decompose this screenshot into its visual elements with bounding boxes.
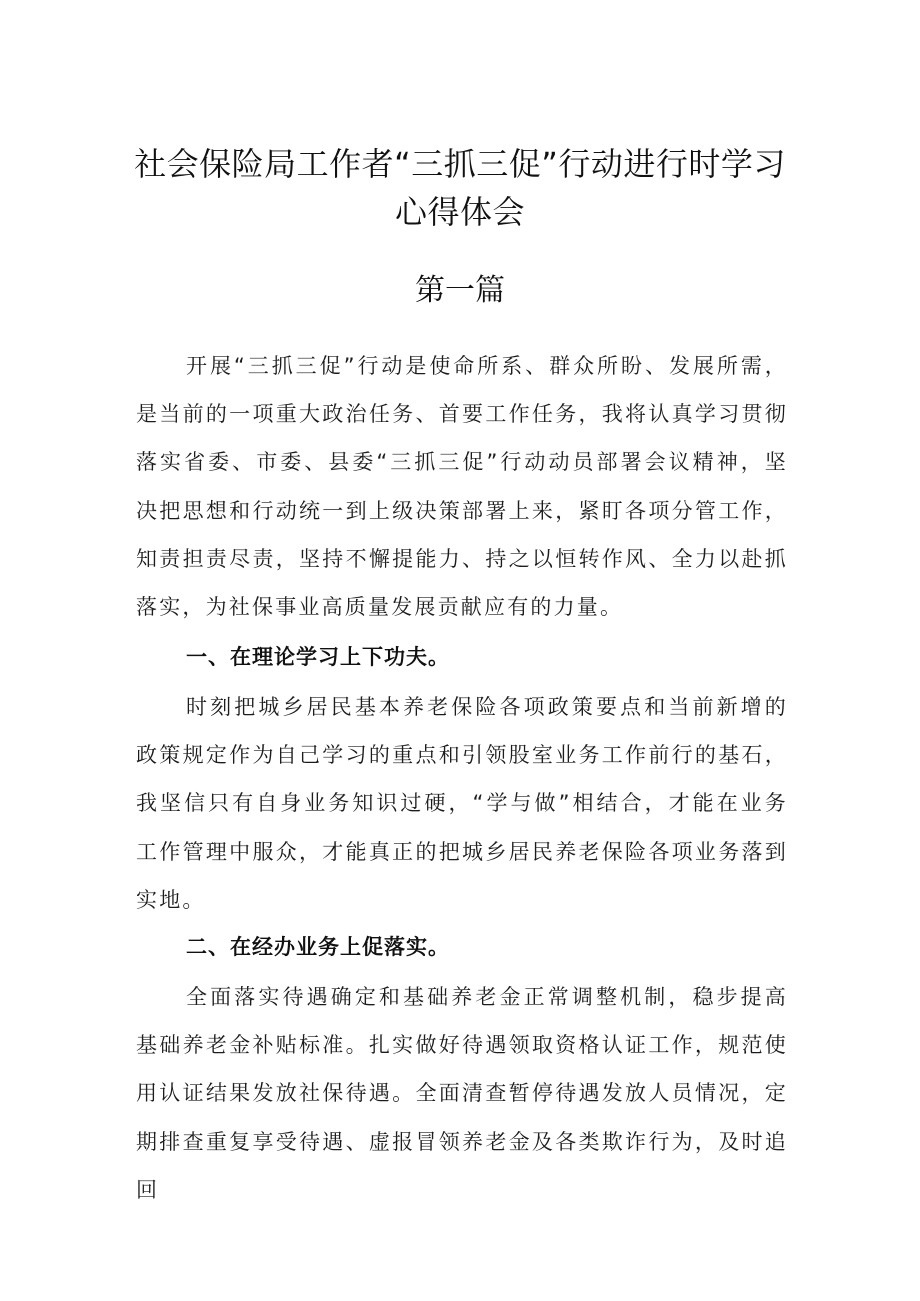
paragraph-intro: 开展“三抓三促”行动是使命所系、群众所盼、发展所需，是当前的一项重大政治任务、首要工作任务，我将认真学习贯彻落实省委、市委、县委“三抓三促”行动动员部署会议精神，坚决把思想和行动统一到上级决策部署上来，紧盯各项分管工作，知责担责尽责，坚持不懈提能力、持之以恒转作风、全力以赴抓落实，为社保事业高质量发展贡献应有的力量。 <box>136 354 788 620</box>
document-title: 社会保险局工作者“三抓三促”行动进行时学习心得体会 <box>134 145 786 231</box>
section-heading-1: 一、在理论学习上下功夫。 <box>186 645 450 669</box>
document-subtitle: 第一篇 <box>415 273 505 308</box>
paragraph-section-1: 时刻把城乡居民基本养老保险各项政策要点和当前新增的政策规定作为自己学习的重点和引领股室业务工作前行的基石，我坚信只有自身业务知识过硬，“学与做”相结合，才能在业务工作管理中服众，才能真正的把城乡居民养老保险各项业务落到实地。 <box>136 695 788 912</box>
paragraph-section-2: 全面落实待遇确定和基础养老金正常调整机制，稳步提高基础养老金补贴标准。扎实做好待遇领取资格认证工作，规范使用认证结果发放社保待遇。全面清查暂停待遇发放人员情况，定期排查重复享受待遇、虚报冒领养老金及各类欺诈行为，及时追回 <box>136 985 788 1202</box>
section-heading-2: 二、在经办业务上促落实。 <box>186 935 450 959</box>
